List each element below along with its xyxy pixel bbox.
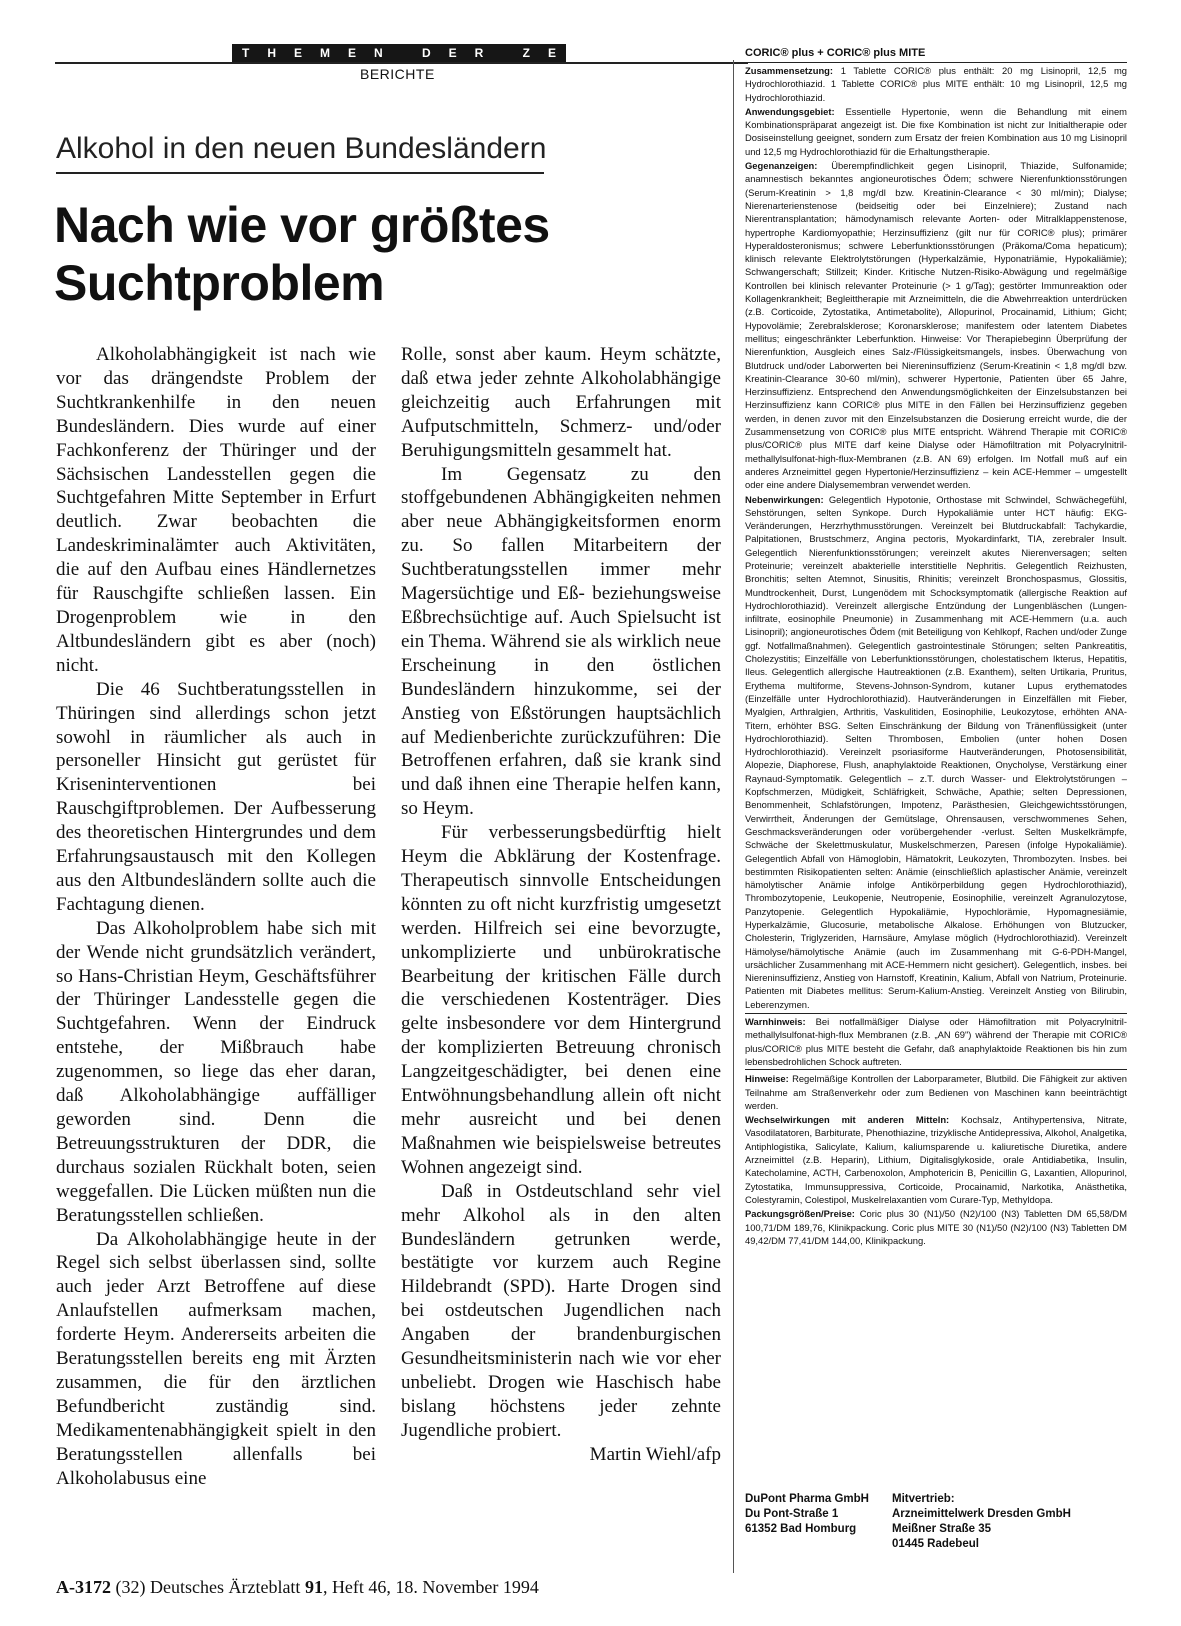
- company-line: Mitvertrieb:: [892, 1493, 955, 1505]
- article-paragraph: Da Alkoholabhängige heute in der Regel sich selbst überlassen sind, sollte auch jeder Arzt Betroffene auf diese Anlaufstellen aufmerksam machen, forderte Heym. Andererseits arbeiten die Beratungsstellen bereits eng mit Ärzten zusammen, die für den ärztlichen Befundbericht zuständig sind. Medikamentenabhängigkeit spielt in den Beratungsstellen allenfalls bei Alkoholabusus eine: [56, 1228, 376, 1489]
- ad-section: [745, 64, 1127, 104]
- article-paragraph: Das Alkoholproblem habe sich mit der Wende nicht grundsätzlich verändert, so Hans-Christian Heym, Geschäftsführer der Thüringer Landesstelle gegen die Suchtgefahren. Wenn der Eindruck entstehe, der Mißbrauch habe zugenommen, so liege das eher daran, daß Alkoholabhängige auffälliger geworden sind. Denn die Betreuungsstrukturen der DDR, die durchaus sozialen Rückhalt boten, seien weggefallen. Die Lücken müßten nun die Beratungsstellen schließen.: [56, 917, 376, 1226]
- ad-section-label: Hinweise:: [745, 1073, 789, 1085]
- ad-section: [745, 493, 1127, 1012]
- ad-section-label: Wechselwirkungen mit anderen Mitteln:: [745, 1114, 950, 1126]
- company-line: DuPont Pharma GmbH: [745, 1493, 869, 1505]
- article-column-1: [56, 343, 376, 1491]
- ad-section: [745, 105, 1127, 158]
- ad-section-label: Nebenwirkungen:: [745, 493, 824, 505]
- ad-section-text: Regelmäßige Kontrollen der Laborparameter, Blutbild. Die Fähigkeit zur aktiven Teilnahme am Straßenverkehr oder zum Bedienen von Maschinen kann beeinträchtigt werden.: [745, 1073, 1127, 1111]
- section-label: BERICHTE: [360, 66, 435, 82]
- article-byline: Martin Wiehl/afp: [589, 1443, 721, 1465]
- column-divider: [733, 60, 734, 1573]
- ad-section-label: Packungsgrößen/Preise:: [745, 1208, 855, 1220]
- ad-section-text: Essentielle Hypertonie, wenn die Behandlung mit einem Kombinationspräparat angezeigt ist. Die fixe Kombination ist nicht zur Initialtherapie oder Dosiseinstellung geeignet, sondern zum Ersatz der freien Kombination aus 10 mg Lisinopril und 12,5 mg Hydrochlorothiazid für die Erhaltungstherapie.: [745, 105, 1127, 157]
- issue-date: , Heft 46, 18. November 1994: [322, 1577, 539, 1597]
- section-banner: THEMEN DER ZEIT: [232, 44, 566, 62]
- kicker-rule: [56, 172, 544, 174]
- company-line: 61352 Bad Homburg: [745, 1523, 857, 1535]
- manufacturer-address: [745, 1492, 869, 1537]
- ad-section-label: Anwendungsgebiet:: [745, 105, 835, 117]
- ad-section-label: Zusammensetzung:: [745, 65, 834, 76]
- article-paragraph: Im Gegensatz zu den stoffgebundenen Abhängigkeiten nehmen aber neue Abhängigkeitsformen enorm zu. So fallen Mitarbeitern der Suchtberatungsstellen immer mehr Magersüchtige und Eß- beziehungsweise Eßbrechsüchtige auf. Auch Spielsucht ist ein Thema. Während sie als wirklich neue Erscheinung in den östlichen Bundesländern hinzukomme, sei der Anstieg von Eßstörungen hauptsächlich auf Medienberichte zurückzuführen: Die Betroffenen erfahren, daß sie krank sind und daß ihnen eine Therapie helfen kann, so Heym.: [401, 463, 721, 820]
- journal-volume: 91: [304, 1577, 323, 1597]
- company-line: Arzneimittelwerk Dresden GmbH: [892, 1508, 1071, 1520]
- ad-section-label: Warnhinweis:: [745, 1016, 806, 1028]
- ad-section-text: Bei notfallmäßiger Dialyse oder Hämofiltration mit Polyacrylnitril-methallylsulfonat-high-flux Membranen (z.B. „AN 69") während der Therapie mit CORIC® plus/CORIC® plus MITE besteht die Gefahr, daß anaphylaktoide Reaktionen bis hin zum lebensbedrohlichen Schock auftreten.: [745, 1016, 1127, 1067]
- ad-section-text: Gelegentlich Hypotonie, Orthostase mit Schwindel, Schwächegefühl, Sehstörungen, selten Synkope. Durch Hypokaliämie unter HCT häufig: EKG-Veränderungen, Herzrhythmusstörungen. Vereinzelt bei Blutdruckabfall: Tachykardie, Palpitationen, Brustschmerz, Angina pectoris, Myokardinfarkt, TIA, zerebraler Insult. Gelegentlich Nierenfunktionsstörungen; vereinzelt akutes Nierenversagen; selten Proteinurie; vereinzelt abakterielle interstitielle Nephritis. Gelegentlich Reizhusten, Bronchitis; selten Atemnot, Sinusitis, Rhinitis; vereinzelt Bronchospasmus, Glossitis, Mundtrockenheit, Durst, Lungenödem mit Schocksymptomatik (allergische Reaktion auf Hydrochlorothiazid). Vereinzelt allergische Entzündung der Lungenbläschen (Lungen-infiltrate, eosinophile Pneumonie) in Zusammenhang mit ACE-Hemmern (u.a. auch Lisinopril); angioneurotisches Ödem (mit Beteiligung von Kehlkopf, Rachen und/oder Zunge ggf. Notfallmaßnahmen). Gelegentlich gastrointestinale Störungen; selten Pankreatitis, Cholezystitis; Einzelfälle von Leberfunktionsstörungen, cholestatischem Ikterus, Hepatitis, Ileus. Gelegentlich allergische Hautreaktionen (z.B. Exanthem), selten Urtikaria, Pruritus, Erythema multiforme, Stevens-Johnson-Syndrom, kutaner Lupus erythematodes (Einzelfälle unter Hydrochlorothiazid). Hautveränderungen in Einzelfällen mit Fieber, Myalgien, Arthralgien, Arthritis, Vaskulitiden, Eosinophilie, Leukozytose, erhöhten ANA-Titern, erhöhter BSG. Selten Einschränkung der Bildung von Tränenflüssigkeit (unter Hydrochlorothiazid). Selten Thrombosen, Embolien (unter hohen Dosen Hydrochlorothiazid). Vereinzelt psoriasiforme Hautveränderungen, Photosensibilität, Alopezie, Diaphorese, Flush, anaphylaktoide Reaktionen, Onycholyse, Verstärkung einer Raynaud-Symptomatik. Gelegentlich – z.T. durch Wasser- und Elektrolytstörungen – Kopfschmerzen, Müdigkeit, Schläfrigkeit, Schwäche, Apathie; selten Depressionen, Benommenheit, Schlafstörungen, Impotenz, Parästhesien, Gleichgewichtsstörungen, Verwirrtheit, Änderungen der Gemütslage, Ohrensausen, verschwommenes Sehen, Geschmacksveränderungen oder vorübergehender -verlust. Selten Muskelkrämpfe, Schwäche der Skelettmuskulatur, Muskelschmerzen, Paresen (infolge Hypokaliämie). Gelegentlich Abfall von Hämoglobin, Hämatokrit, Leukozyten, Thrombozyten. Insbes. bei bestimmten Risikopatienten selten: Anämie (einschließlich aplastischer Anämie, vereinzelt hämolytischer Anämie infolge Antikörperbildung gegen Hydrochlorothiazid), Thrombozytopenie, Leukopenie, Neutropenie, Eosinophilie, vereinzelt Agranulozytose, Panzytopenie. Gelegentlich Hypokaliämie, Hypochlorämie, Hypomagnesiämie, Hyperkalzämie, Glucosurie, metabolische Alkalose. Erhöhungen von Blutzucker, Cholesterin, Triglyzeriden, Harnsäure, Amylase möglich (Hydrochlorothiazid). Vereinzelt Hämolyse/hämolytische Anämie (auch im Zusammenhang mit G-6-PDH-Mangel, ursächlicher Zusammenhang mit ACE-Hemmern nicht gesichert). Gelegentlich, insbes. bei Niereninsuffizienz, Anstieg von Harnstoff, Kreatinin, Kalium, Abfall von Natrium, Proteinurie. Patienten mit Diabetes mellitus: Serum-Kalium-Anstieg. Vereinzelt Anstieg von Bilirubin, Leberenzymen.: [745, 493, 1127, 1010]
- company-line: Du Pont-Straße 1: [745, 1508, 839, 1520]
- ad-section: [745, 159, 1127, 491]
- ad-title: CORIC® plus + CORIC® plus MITE: [745, 46, 1127, 63]
- ad-section-text: Überempfindlichkeit gegen Lisinopril, Thiazide, Sulfonamide; anamnestisch bekanntes angioneurotisches Ödem; schwere Nierenfunktionsstörungen (Serum-Kreatinin > 1,8 mg/dl bzw. Kreatinin-Clearance < 30 ml/min); Dialyse; Nierenarterienstenose (beidseitig oder bei Einzelniere); Zustand nach Nierentransplantation; hämodynamisch relevante Aorten- oder Mitralklappenstenose, hypertrophe Kardiomyopathie; Herzinsuffizienz (gilt nur für CORIC® plus); primärer Hyperaldosteronismus; schwere Leberfunktionsstörungen (Präkoma/Coma hepaticum); klinisch relevante Elektrolytstörungen (Hyperkalzämie, Hyponatriämie, Hypokaliämie); Schwangerschaft; Stillzeit; Kinder. Kritische Nutzen-Risiko-Abwägung und regelmäßige Kontrollen bei klinisch relevanter Proteinurie (> 1 g/Tag); gestörter Immunreaktion oder Kollagenkrankheit; Begleittherapie mit Arzneimitteln, die die Abwehrreaktion unterdrücken (z.B. Corticoide, Zytostatika, Antimetabolite), Allopurinol, Procainamid, Lithium; Gicht; Hypovolämie; Zerebralsklerose; Koronarsklerose; manifestem oder latentem Diabetes mellitus; eingeschränkter Leberfunktion. Hinweise: Vor Therapiebeginn Überprüfung der Nierenfunktion, Ausgleich eines Salz-/Flüssigkeitsmangels, insbes. Überwachung von Blutdruck und/oder Laborwerten bei Niereninsuffizienz (Serum-Kreatinin < 1,8 mg/dl bzw. Kreatinin-Clearance 30-60 ml/min), schwerer Hypertonie, Patienten über 65 Jahre, Herzinsuffizienz. Entsprechend den Anwendungsmöglichkeiten der Einzelsubstanzen bei Herzinsuffizienz kann CORIC® plus MITE in den Fällen bei Herzinsuffizienz gegeben werden, in denen zuvor mit den Einzelsubstanzen die Dosierung erreicht wurde, die der Zusammensetzung von CORIC® plus MITE entspricht. Während Therapie mit CORIC® plus/CORIC® plus MITE darf keine Dialyse oder Hämofiltration mit Polyacrylnitril-methallylsulfonat-high-flux-Membranen (z.B. AN 69) erfolgen. Im Notfall muß auf ein anderes Arzneimittel gegen Hypertonie/Herzinsuffizienz – kein ACE-Hemmer – umgestellt oder eine andere Dialysemembran verwendet werden.: [745, 160, 1127, 491]
- company-line: Meißner Straße 35: [892, 1523, 992, 1535]
- header-rule: [55, 62, 748, 64]
- article-paragraph: Für verbesserungsbedürftig hielt Heym die Abklärung der Kostenfrage. Therapeutisch sinnvolle Entscheidungen könnten zu oft nicht kurzfristig umgesetzt werden. Hilfreich sei eine bevorzugte, unkomplizierte und unbürokratische Bearbeitung der kritischen Fälle durch die verschiedenen Kostenträger. Dies gelte insbesondere vor dem Hintergrund der komplizierten Betreuung chronisch Langzeitgeschädigter, bei denen eine Entwöhnungsbehandlung allein oft nicht mehr ausreicht und bei denen Maßnahmen wie beispielsweise betreutes Wohnen angezeigt sind.: [401, 822, 721, 1178]
- company-line: 01445 Radebeul: [892, 1538, 979, 1550]
- ad-section: [745, 1113, 1127, 1206]
- ad-section: [745, 1072, 1127, 1112]
- page-number: A-3172: [56, 1577, 111, 1597]
- ad-section: [745, 1207, 1127, 1247]
- ad-section-warning: [745, 1013, 1127, 1070]
- journal-name: (32) Deutsches Ärzteblatt: [115, 1577, 301, 1597]
- article-column-2: [401, 343, 721, 1467]
- ad-section-text: Coric plus 30 (N1)/50 (N2)/100 (N3) Tabletten DM 65,58/DM 100,71/DM 189,76, Klinikpackung. Coric plus MITE 30 (N1)/50 (N2)/100 (N3) Tabletten DM 49,42/DM 77,41/DM 144,00, Klinikpackung.: [745, 1208, 1128, 1246]
- ad-section-label: Gegenanzeigen:: [745, 160, 818, 172]
- article-paragraph: Die 46 Suchtberatungsstellen in Thüringen sind allerdings schon jetzt sowohl in räumlicher als auch in personeller Hinsicht gut gerüstet für Kriseninterventionen bei Rauschgiftproblemen. Der Aufbesserung des theoretischen Hintergrundes und dem Erfahrungsaustausch mit den Kollegen aus den Altbundesländern sollte auch die Fachtagung dienen.: [56, 678, 376, 915]
- article-headline: Nach wie vor größtes Suchtproblem: [54, 197, 550, 311]
- ad-section-text: 1 Tablette CORIC® plus enthält: 20 mg Lisinopril, 12,5 mg Hydrochlorothiazid. 1 Tablette CORIC® plus MITE enthält: 10 mg Lisinopril, 12,5 mg Hydrochlorothiazid.: [745, 65, 1127, 103]
- ad-section-text: Kochsalz, Antihypertensiva, Nitrate, Vasodilatatoren, Barbiturate, Phenothiazine, trizyklische Antidepressiva, Alkohol, Analgetika, Antiphlogistika, Salicylate, Kalium, kaliumsparende u. kaliuretische Diuretika, andere Arzneimittel (z.B. Heparin), Lithium, Digitalisglykoside, orale Antidiabetika, Insulin, Katecholamine, ACTH, Carbenoxolon, Amphotericin B, Penicillin G, Laxantien, Allopurinol, Zytostatika, Immunsuppressiva, Corticoide, Procainamid, Narkotika, Anästhetika, Colestyramin, Colestipol, Muskelrelaxantien vom Curare-Typ, Methyldopa.: [745, 1114, 1127, 1205]
- article-kicker: Alkohol in den neuen Bundesländern: [56, 132, 547, 165]
- article-paragraph-continued: Rolle, sonst aber kaum. Heym schätzte, daß etwa jeder zehnte Alkoholabhängige gleichzeitig auch Erfahrungen mit Aufputschmitteln, Schmerz- und/oder Beruhigungsmitteln gesammelt hat.: [401, 344, 721, 461]
- page-footer: [56, 1577, 539, 1598]
- article-paragraph: Alkoholabhängigkeit ist nach wie vor das drängendste Problem der Suchtkrankenhilfe in den neuen Bundesländern. Dies wurde auf einer Fachkonferenz der Thüringer und der Sächsischen Landesstellen gegen die Suchtgefahren Mitte September in Erfurt deutlich. Zwar beobachten die Landeskriminalämter auch Aktivitäten, die auf den Aufbau eines Händlernetzes für Rauschgifte schließen lassen. Ein Drogenproblem wie in den Altbundesländern gibt es aber (noch) nicht.: [56, 344, 376, 676]
- drug-advertisement: [745, 46, 1127, 1248]
- article-paragraph: Daß in Ostdeutschland sehr viel mehr Alkohol als in den alten Bundesländern getrunken werde, bestätigte vor kurzem auch Regine Hildebrandt (SPD). Harte Drogen sind bei ostdeutschen Jugendlichen nach Angaben der brandenburgischen Gesundheitsministerin nach wie vor eher unbeliebt. Drogen wie Haschisch habe bislang höchstens jeder zehnte Jugendliche probiert.: [401, 1180, 721, 1441]
- distributor-address: [892, 1492, 1071, 1552]
